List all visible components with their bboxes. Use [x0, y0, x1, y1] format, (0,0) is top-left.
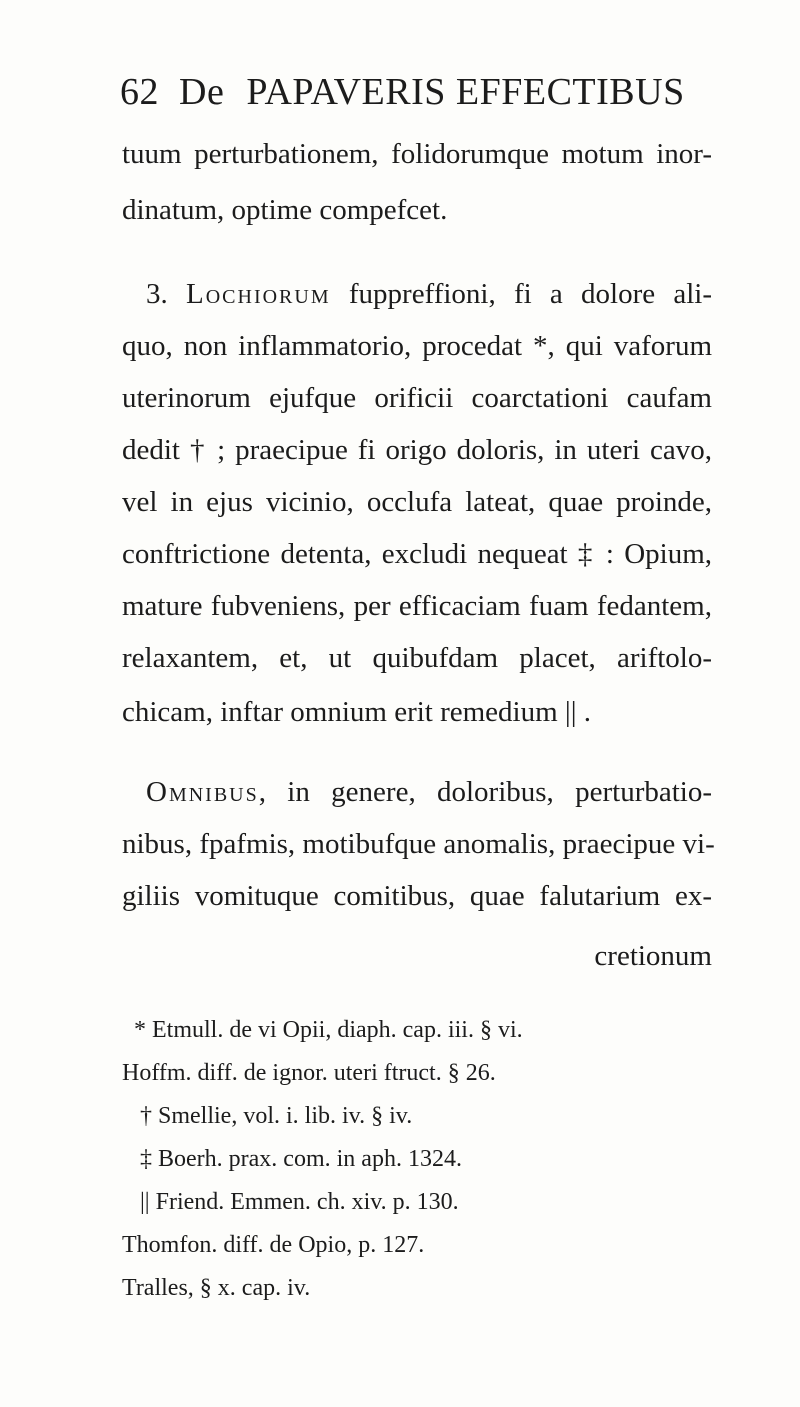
- omnibus-smallcaps: Omnibus: [146, 776, 259, 808]
- footnote-1: * Etmull. de vi Opii, diaph. cap. iii. § vi.: [134, 1017, 523, 1043]
- footnote-6: Thomfon. diff. de Opio, p. 127.: [122, 1232, 425, 1258]
- text-line-7: vel in ejus vicinio, occlufa lateat, quae proinde,: [122, 486, 712, 518]
- footnote-3: † Smellie, vol. i. lib. iv. § iv.: [140, 1103, 413, 1129]
- footnote-7: Tralles, § x. cap. iv.: [122, 1275, 311, 1301]
- text-line-11: chicam, inftar omnium erit remedium || .: [122, 696, 592, 728]
- lochiorum-smallcaps: Lochiorum: [186, 278, 331, 310]
- text-line-9: mature fubveniens, per efficaciam fuam fedantem,: [122, 590, 712, 622]
- footnote-5: || Friend. Emmen. ch. xiv. p. 130.: [140, 1189, 459, 1215]
- footnote-4: ‡ Boerh. prax. com. in aph. 1324.: [140, 1146, 462, 1172]
- text-line-4: quo, non inflammatorio, procedat *, qui vaforum: [122, 330, 712, 362]
- text-line-8: conftrictione detenta, excludi nequeat ‡ : Opium,: [122, 538, 712, 570]
- paragraph-omnibus-first-line: [146, 776, 712, 809]
- catchword: cretionum: [594, 940, 712, 972]
- text-line-2: dinatum, optime compefcet.: [122, 194, 448, 226]
- header-title: PAPAVERIS EFFECTIBUS: [246, 71, 685, 113]
- page-number: 62: [120, 71, 159, 113]
- running-header: [120, 70, 685, 114]
- paragraph-omnibus-rest: , in genere, doloribus, perturbatio-: [258, 776, 712, 808]
- text-line-10: relaxantem, et, ut quibufdam placet, ariftolo-: [122, 642, 712, 674]
- text-line-13: nibus, fpafmis, motibufque anomalis, praecipue vi-: [122, 828, 715, 860]
- text-line-6: dedit † ; praecipue fi origo doloris, in uteri cavo,: [122, 434, 712, 466]
- paragraph-3-rest: fuppreffioni, fi a dolore ali-: [348, 278, 713, 310]
- paragraph-3-first-line: [146, 278, 712, 311]
- paragraph-number: 3.: [146, 278, 168, 310]
- text-line-14: giliis vomituque comitibus, quae falutarium ex-: [122, 880, 712, 912]
- text-line-1: tuum perturbationem, folidorumque motum inor-: [122, 138, 712, 170]
- header-de: De: [179, 71, 225, 113]
- text-line-5: uterinorum ejufque orificii coarctationi caufam: [122, 382, 712, 414]
- footnote-2: Hoffm. diff. de ignor. uteri ftruct. § 26.: [122, 1060, 496, 1086]
